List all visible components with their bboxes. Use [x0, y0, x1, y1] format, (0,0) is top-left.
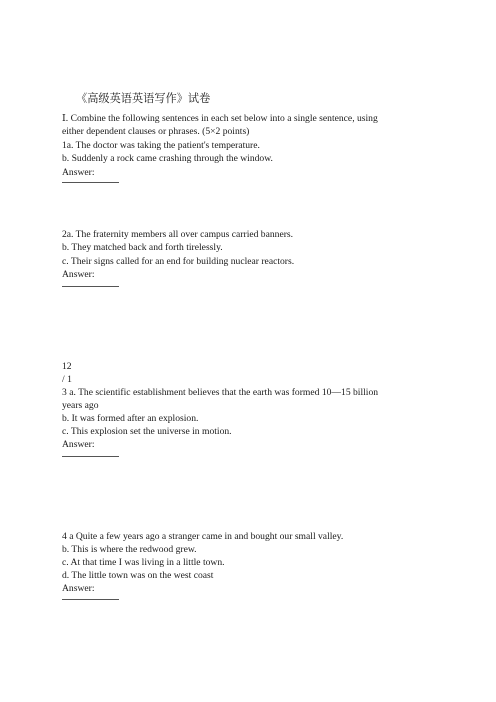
question-line: c. This explosion set the universe in motion.: [62, 426, 232, 437]
question-line: b. This is where the redwood grew.: [62, 544, 197, 555]
answer-label: Answer:: [62, 167, 95, 178]
question-line: b. They matched back and forth tirelessly.: [62, 242, 223, 253]
question-line: d. The little town was on the west coast: [62, 570, 214, 581]
answer-label: Answer:: [62, 583, 95, 594]
answer-underline: [62, 182, 119, 183]
question-line: 3 a. The scientific establishment believes that the earth was formed 10—15 billion: [62, 387, 379, 398]
answer-underline: [62, 599, 119, 600]
exam-title: 《高级英语英语写作》试卷: [76, 93, 211, 105]
section-heading-line-1: Ⅰ. Combine the following sentences in each set below into a single sentence, using: [62, 113, 378, 124]
answer-underline: [62, 456, 119, 457]
question-line: 1a. The doctor was taking the patient's temperature.: [62, 140, 260, 151]
page-total: / 1: [62, 374, 72, 385]
answer-label: Answer:: [62, 439, 95, 450]
section-heading-line-2: either dependent clauses or phrases. (5×2 points): [62, 126, 250, 137]
question-line: years ago: [62, 400, 99, 411]
question-line: 4 a Quite a few years ago a stranger came in and bought our small valley.: [62, 531, 344, 542]
question-line: 2a. The fraternity members all over campus carried banners.: [62, 229, 294, 240]
question-line: b. It was formed after an explosion.: [62, 413, 199, 424]
answer-label: Answer:: [62, 269, 95, 280]
question-line: c. Their signs called for an end for building nuclear reactors.: [62, 256, 295, 267]
question-line: c. At that time I was living in a little town.: [62, 557, 225, 568]
answer-underline: [62, 286, 119, 287]
question-line: b. Suddenly a rock came crashing through the window.: [62, 153, 273, 164]
page-number: 12: [62, 361, 72, 372]
